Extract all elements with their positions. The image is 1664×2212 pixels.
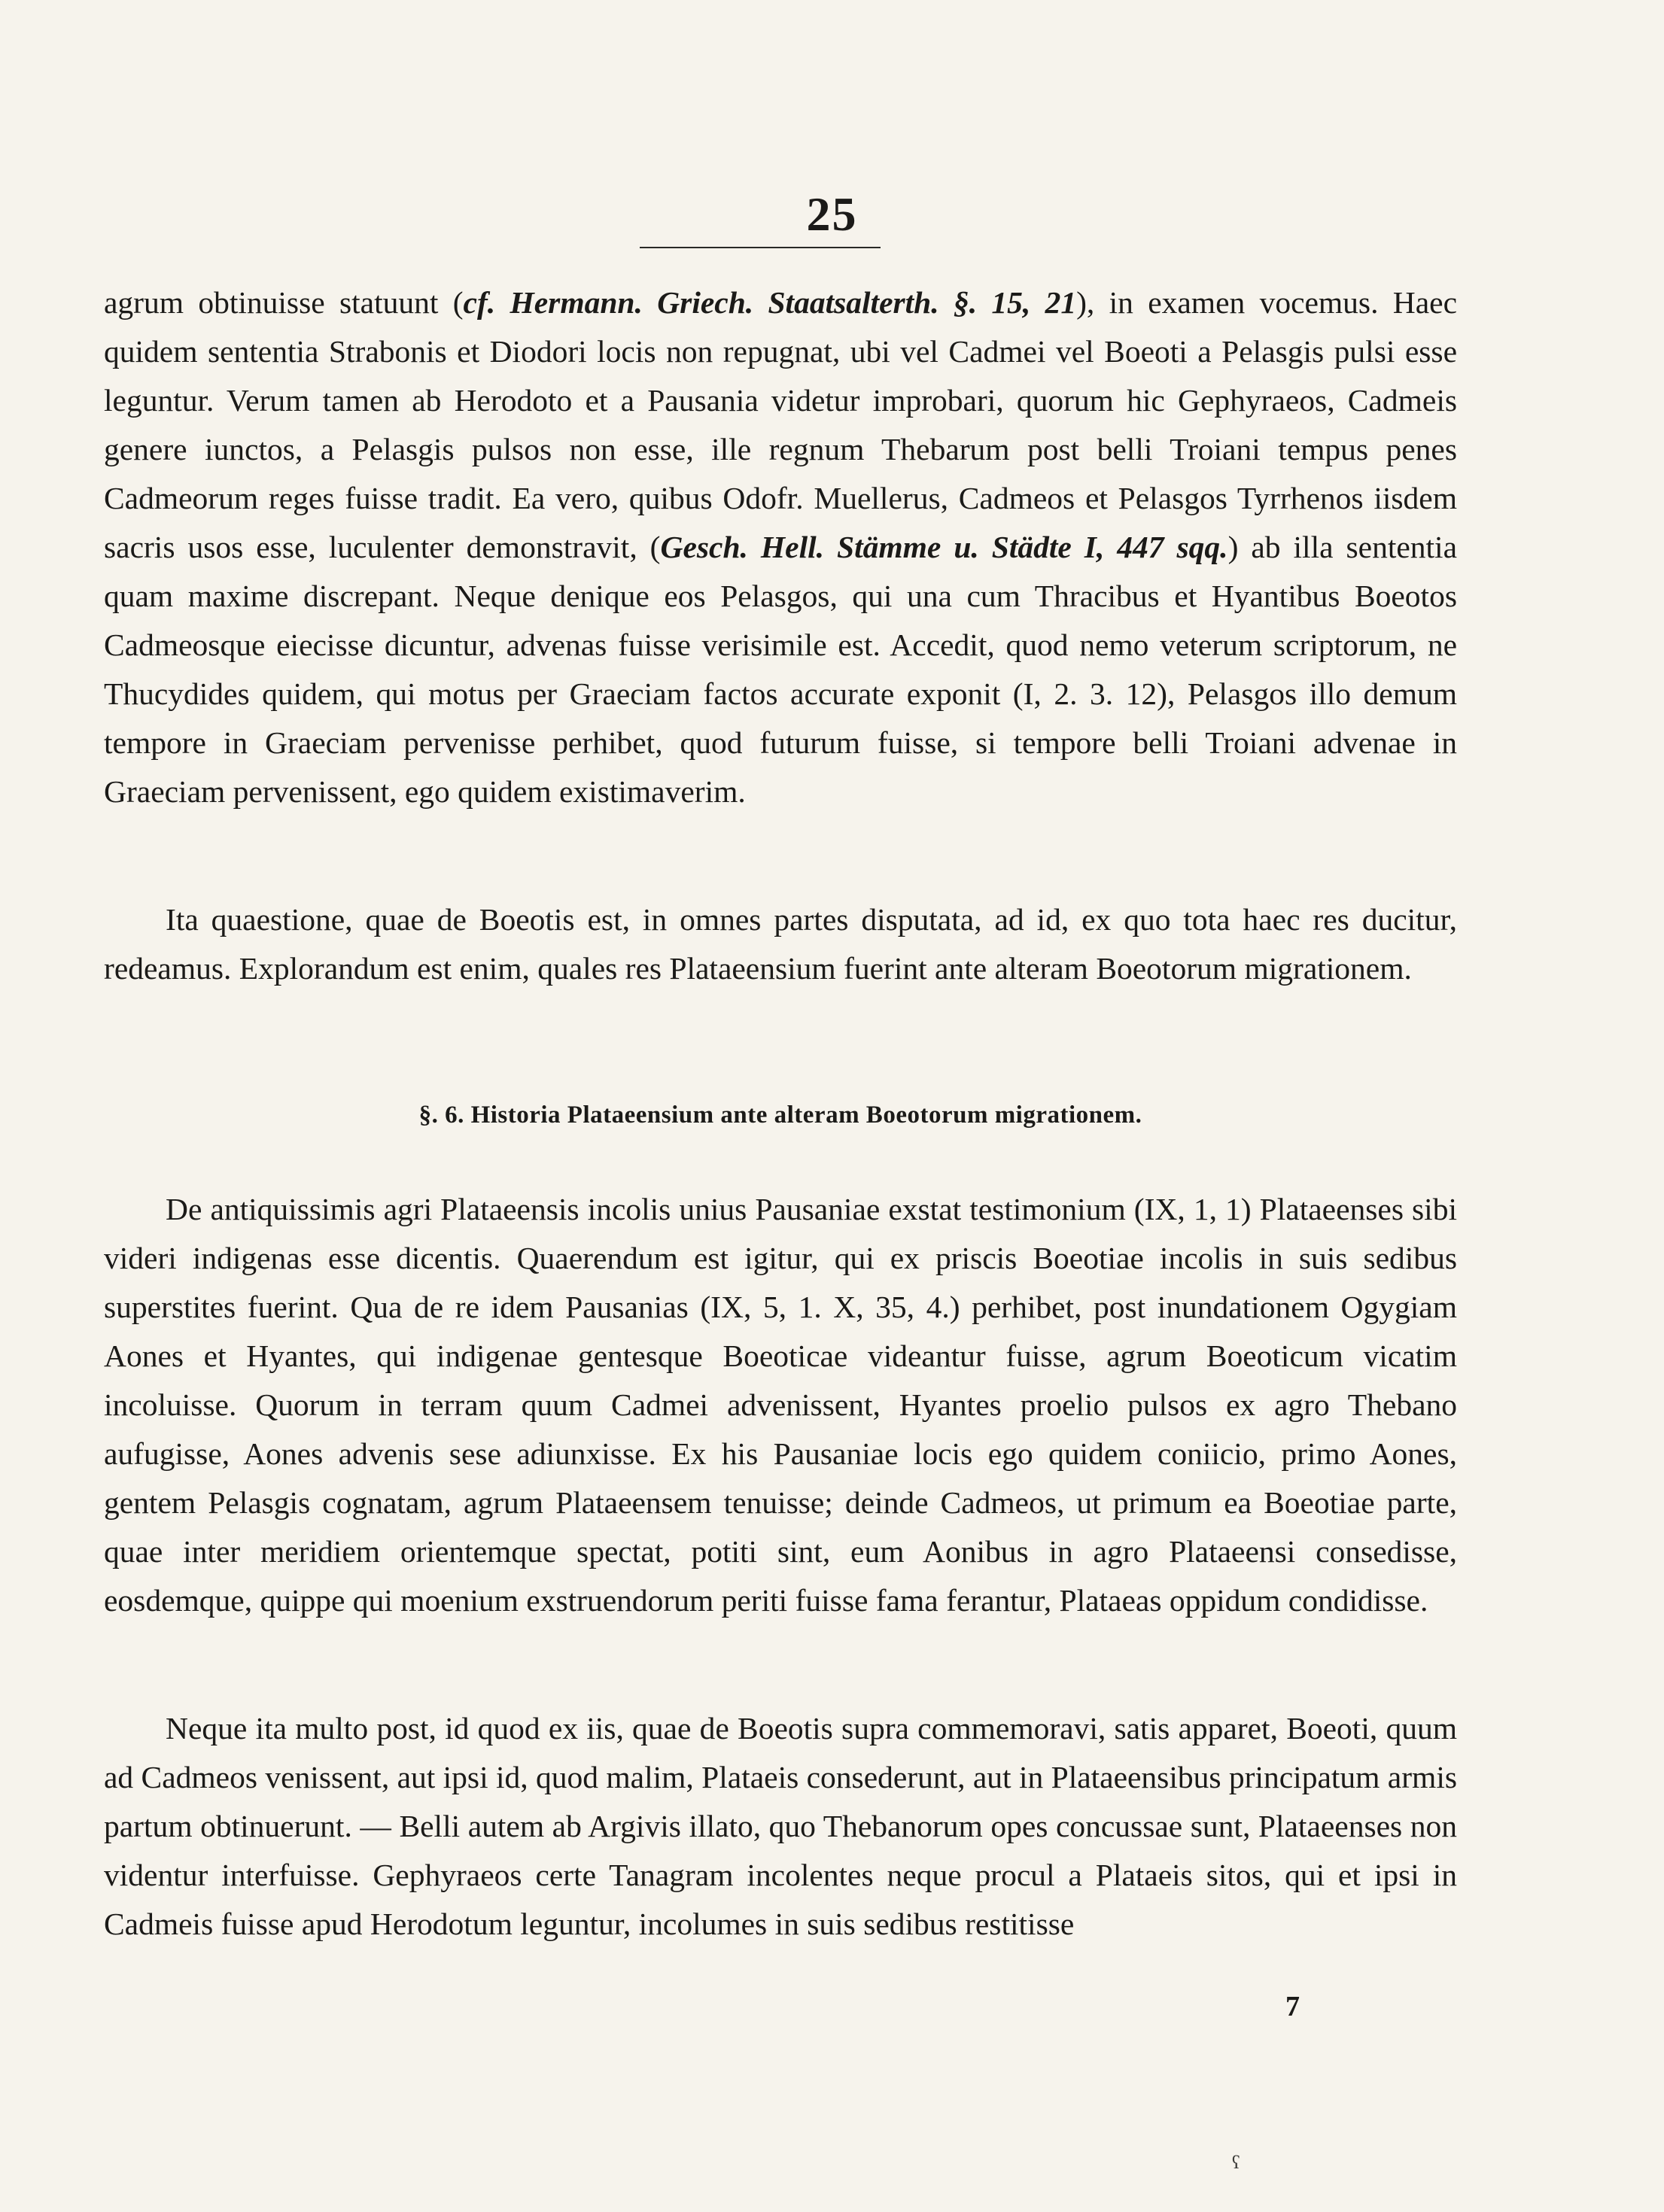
paragraph-1-text-b: ), in examen vocemus. Haec quidem sententia Strabonis et Diodori locis non repugnat, ubi vel Cadmei vel Boeoti a Pelasgis pulsi esse leguntur. Verum tamen ab Herodoto et a Pausania videtur improbari, quorum hic Gephyraeos, Cadmeis genere iunctos, a Pelasgis pulsos non esse, ille regnum Thebarum post belli Troiani tempus penes Cadmeorum reges fuisse tradit. Ea vero, quibus Odofr. Muellerus, Cadmeos et Pelasgos Tyrrhenos iisdem sacris usos esse, luculenter demonstravit, ( — [104, 285, 1458, 564]
paragraph-3: De antiquissimis agri Plataeensis incolis unius Pausaniae exstat testimonium (IX, 1, 1) Plataeenses sibi videri indigenas esse dicentis. Quaerendum est igitur, qui ex priscis Boeotiae incolis in suis sedibus superstites fuerint. Qua de re idem Pausanias (IX, 5, 1. X, 35, 4.) perhibet, post inundationem Ogygiam Aones et Hyantes, qui indigenae gentesque Boeoticae videantur fuisse, agrum Boeoticum vicatim incoluisse. Quorum in terram quum Cadmei advenissent, Hyantes proelio pulsos ex agro Thebano aufugisse, Aones advenis sese adiunxisse. Ex his Pausaniae locis ego quidem coniicio, primo Aones, gentem Pelasgis cognatam, agrum Plataeensem tenuisse; deinde Cadmeos, ut primum ea Boeotiae parte, quae inter meridiem orientemque spectat, potiti sint, eum Aonibus in agro Plataeensi consedisse, eosdemque, quippe qui moenium exstruendorum periti fuisse fama ferantur, Plataeas oppidum condidisse. — [104, 1192, 1457, 1618]
paragraph-1 — [104, 278, 1457, 816]
paragraph-4: Neque ita multo post, id quod ex iis, quae de Boeotis supra commemoravi, satis apparet, Boeoti, quum ad Cadmeos venissent, aut ipsi id, quod malim, Plataeis consederunt, aut in Plataeensibus principatum armis partum obtinuerunt. — Belli autem ab Argivis illato, quo Thebanorum opes concussae sunt, Plataeenses non videntur interfuisse. Gephyraeos certe Tanagram incolentes neque procul a Plataeis sitos, qui et ipsi in Cadmeis fuisse apud Herodotum leguntur, incolumes in suis sedibus restitisse — [104, 1711, 1457, 1941]
citation-mueller: Gesch. Hell. Stämme u. Städte I, 447 sqq. — [660, 530, 1228, 564]
section-heading: §. 6. Historia Plataeensium ante alteram Boeotorum migrationem. — [418, 1101, 1142, 1129]
page-number: 25 — [806, 187, 858, 241]
header-rule — [640, 247, 881, 248]
citation-hermann: cf. Hermann. Griech. Staatsalterth. §. 15, 21 — [463, 285, 1077, 320]
edge-mark: ʕ — [1232, 2153, 1240, 2173]
paragraph-1-text-c: ) ab illa sententia quam maxime discrepant. Neque denique eos Pelasgos, qui una cum Thracibus et Hyantibus Boeotos Cadmeosque eiecisse dicuntur, advenas fuisse verisimile est. Accedit, quod nemo veterum scriptorum, ne Thucydides quidem, qui motus per Graeciam factos accurate exponit (I, 2. 3. 12), Pelasgos illo demum tempore in Graeciam pervenisse perhibet, quod futurum fuisse, si tempore belli Troiani advenae in Graeciam pervenissent, ego quidem existimaverim. — [104, 530, 1457, 809]
signature-mark: 7 — [1285, 1991, 1300, 2022]
paragraph-1-text-a: agrum obtinuisse statuunt ( — [104, 285, 464, 320]
paragraph-2: Ita quaestione, quae de Boeotis est, in omnes partes disputata, ad id, ex quo tota haec res ducitur, redeamus. Explorandum est enim, quales res Plataeensium fuerint ante alteram Boeotorum migrationem. — [104, 902, 1457, 986]
